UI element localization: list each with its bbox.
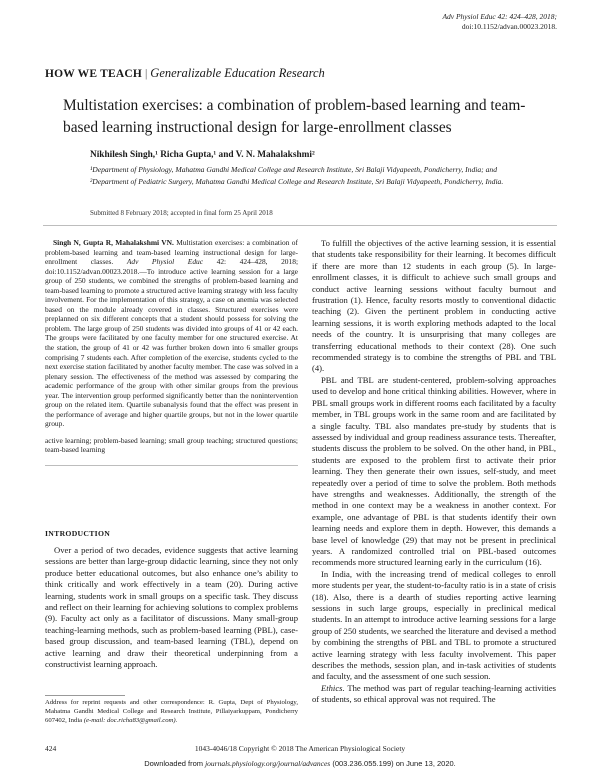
download-notice	[0, 759, 600, 768]
abstract-text: To introduce active learning session for a large group of 250 students, we combined the strengths of problem-based learning and team-based learning to promote a structured active learning strategy with less faculty involvement. For the implementation of this strategy, a case on anemia was selected based on the module already covered in classes. Structured exercises were preplanned on six different concepts that a student should possess for solving the problem. The large group of 250 students was divided into groups of 41 or 42 each. The groups were facilitated by one faculty member for one structured exercise. At the station, the group of 41 or 42 was further broken down into 6 smaller groups comprising 7 students each. After completion of the exercise, students cycled to the next exercise station facilitated by another faculty member. The case was solved in a plenary session. The effectiveness of the method was assessed by comparing the academic performance of the group with other similar groups from the previous year. The intervention group performed significantly better than the nonintervention group on the related item. Quartile subanalysis found that the effect was present in the performance of average and higher quartile groups, but not in the lower quartile group.	[45, 266, 298, 429]
introduction-paragraph: Over a period of two decades, evidence suggests that active learning sessions are better than large-group didactic learning, since they not only produce better educational outcomes, but also enhance one’s ability to think critically and work effectively in a team (20). During active learning, students work in small groups on a specific task. They discuss and reflect on their learning for achieving solutions to complex problems (9). Faculty act only as a facilitator of discussions. Many small-group teaching-learning methods, such as problem-based learning (PBL), case-based group discussion, and team-based learning (TBL), depend on active learning and draw their theoretical underpinning from a constructivist learning approach.	[45, 545, 298, 670]
body-paragraph-2: PBL and TBL are student-centered, problem-solving approaches used to develop and hone critical thinking abilities. However, where in PBL small groups work in different rooms each facilitated by a faculty member, in TBL groups work in the same room and are facilitated by a single faculty. TBL also mandates pre-study by students that is assessed by individual and group readiness assurance tests. Thereafter, students discuss the problem to be solved. On the other hand, in PBL, students are exposed to the problem first to activate their prior learning. They then generate their own issues, self-study, and meet repeatedly over a period of time to solve the problem. Both methods have strengths and weaknesses. Additionally, the strength of the method in one context may be a weakness in another context. For example, one advantage of PBL is that students identify their own learning needs and explore them in depth. However, this demands a base level of knowledge (29) that may not be present in preclinical years. A randomized controlled trial on PBL-based outcomes recommends more structured learning early in the curriculum (16).	[312, 374, 556, 568]
abstract-citation-tail: 42: 424–428, 2018; doi:10.1152/advan.00023.2018.—	[45, 257, 299, 276]
download-url[interactable]: journals.physiology.org/journal/advances	[205, 759, 331, 768]
introduction-heading: INTRODUCTION	[45, 529, 111, 539]
body-paragraph-4	[312, 683, 556, 706]
right-column	[312, 238, 556, 706]
correspondence-email[interactable]: (e-mail: doc.richa83@gmail.com).	[83, 716, 178, 724]
journal-citation: Adv Physiol Educ 42: 424–428, 2018;	[442, 12, 557, 21]
correspondence-text: Address for reprint requests and other correspondence: R. Gupta, Dept of Physiology, Mahatma Gandhi Medical College and Research Institute, Pillaiyarkuppam, Pondicherry 607402, India	[45, 699, 298, 724]
affiliations: ¹Department of Physiology, Mahatma Gandhi Medical College and Research Institute, Sri Balaji Vidyapeeth, Pondicherry, India; and ²Department of Pediatric Surgery, Mahatma Gandhi Medical College and Research Institute, Sri Balaji Vidyapeeth, Pondicherry, India.	[90, 165, 504, 186]
keywords: active learning; problem-based learning; small group teaching; structured questions; team-based learning	[45, 435, 298, 455]
abstract-journal: Adv Physiol Educ	[126, 257, 204, 267]
section-subtitle: Generalizable Education Research	[150, 66, 325, 80]
journal-reference	[442, 12, 557, 32]
article-title: Multistation exercises: a combination of problem-based learning and team-based learning instructional design for large-enrollment classes	[63, 97, 526, 136]
author-list: Nikhilesh Singh,¹ Richa Gupta,¹ and V. N. Mahalakshmi²	[90, 150, 315, 160]
download-prefix: Downloaded from	[144, 759, 203, 768]
left-column	[45, 238, 298, 671]
ethics-text: The method was part of regular teaching-learning activities of students, so ethical approval was not required. The	[312, 682, 557, 705]
ethics-label: Ethics.	[321, 682, 345, 693]
section-separator: |	[144, 68, 148, 80]
section-name: HOW WE TEACH	[45, 68, 142, 80]
section-heading	[45, 66, 325, 81]
abstract	[45, 238, 298, 429]
page-number: 424	[45, 744, 57, 753]
body-paragraph-1: To fulfill the objectives of the active learning session, it is essential that students take responsibility for their learning. It becomes difficult if there are more than 12 students in each group (5). In large-enrollment classes, it is difficult to achieve such small groups and conduct active learning sessions without faculty burnout and frustration (1). Hence, faculty resorts mostly to conventional didactic teaching (2). Given the pertinent problem in conducting active learning sessions, it is worth exploring methods adapted to the local needs of the country. It is unsurprising that many colleges are transferring educational methods to their context (28). One such recommended strategy is to combine the strengths of PBL and TBL (4).	[312, 238, 556, 374]
footnote-divider	[45, 695, 125, 696]
download-suffix: (003.236.055.199) on June 13, 2020.	[332, 759, 456, 768]
abstract-citation-title: Multistation exercises: a combination of problem-based learning and team-based learning instructional design for large-enrollment classes.	[45, 238, 298, 267]
doi-link[interactable]: doi:10.1152/advan.00023.2018.	[461, 22, 557, 31]
correspondence-note	[45, 699, 298, 726]
keywords-divider	[45, 465, 298, 466]
abstract-citation-authors: Singh N, Gupta R, Mahalakshmi VN.	[53, 238, 174, 247]
header-divider	[43, 225, 557, 226]
body-paragraph-3: In India, with the increasing trend of medical colleges to enroll more students per year, the student-to-faculty ratio is in a state of crisis (18). Also, there is a dearth of studies reporting active learning sessions in such large groups, especially in preclinical medical students. In an attempt to introduce active learning sessions for a large group of 250 students, we searched the literature and devised a method by combining the strengths of PBL and TBL to promote a structured active learning strategy with less faculty involvement. This paper describes the methods, session plan, and in-task activities of students and faculty, and the assessment of one such session.	[312, 568, 556, 682]
submission-dates: Submitted 8 February 2018; accepted in final form 25 April 2018	[90, 209, 273, 217]
copyright-line: 1043-4046/18 Copyright © 2018 The American Physiological Society	[194, 744, 406, 753]
